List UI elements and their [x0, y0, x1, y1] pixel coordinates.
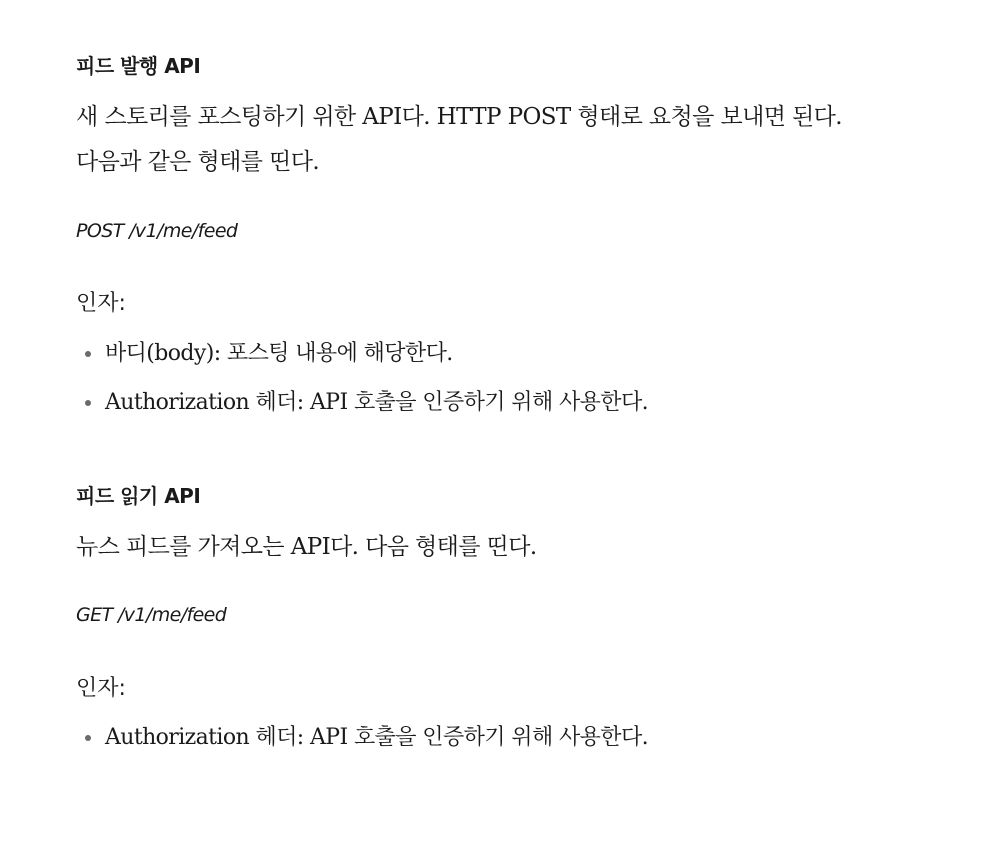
args-label-read: 인자:: [76, 676, 126, 701]
section-heading-read: 피드 읽기 API: [76, 484, 201, 508]
endpoint-read: GET /v1/me/feed: [76, 604, 227, 626]
section-description-line: 다음과 같은 형태를 띤다.: [76, 149, 320, 175]
arg-text: Authorization 헤더: API 호출을 인증하기 위해 사용한다.: [105, 390, 648, 415]
section-description-line: 뉴스 피드를 가져오는 API다. 다음 형태를 띤다.: [76, 534, 537, 560]
section-heading-publish: 피드 발행 API: [76, 54, 201, 78]
list-item: [76, 339, 453, 369]
list-item: [76, 723, 648, 753]
endpoint-publish: POST /v1/me/feed: [76, 220, 238, 242]
arg-text: Authorization 헤더: API 호출을 인증하기 위해 사용한다.: [105, 725, 648, 750]
bullet-icon: [85, 351, 91, 357]
bullet-icon: [85, 400, 91, 406]
bullet-icon: [85, 735, 91, 741]
section-description-line: 새 스토리를 포스팅하기 위한 API다. HTTP POST 형태로 요청을 보내면 된다.: [76, 104, 843, 130]
arg-text: 바디(body): 포스팅 내용에 해당한다.: [105, 341, 453, 366]
args-label-publish: 인자:: [76, 291, 126, 316]
list-item: [76, 388, 648, 418]
